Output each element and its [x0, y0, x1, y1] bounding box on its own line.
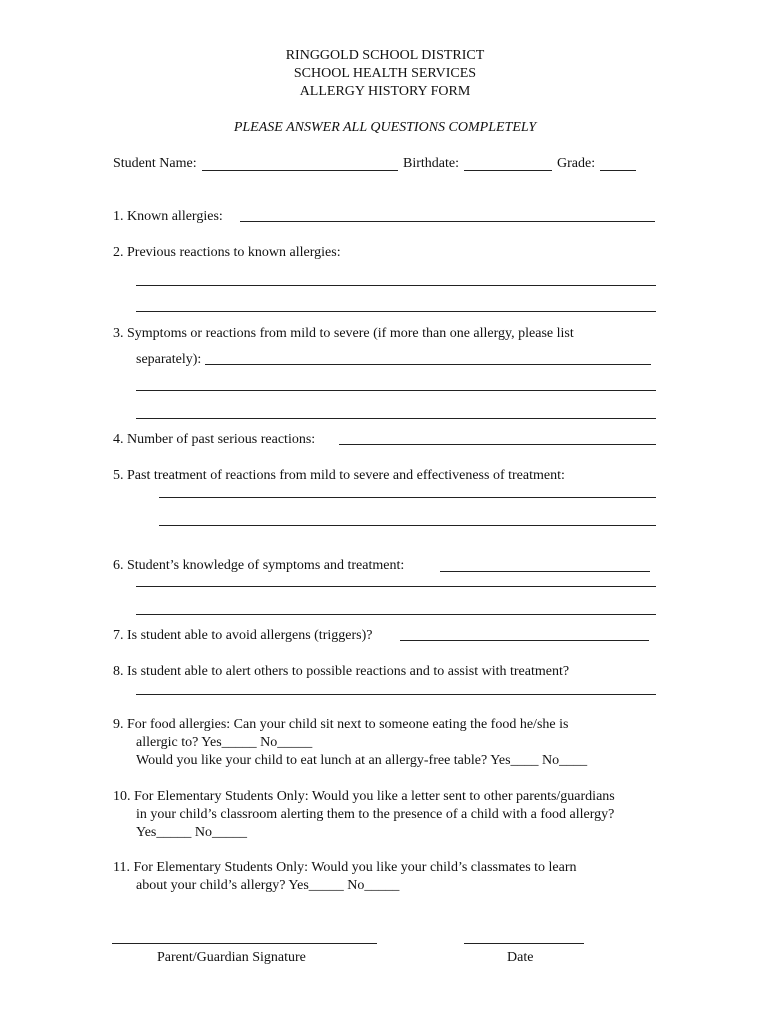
q6-answer-line-3[interactable] [136, 614, 656, 615]
q7-answer-line[interactable] [400, 640, 649, 641]
student-name-field[interactable] [202, 170, 398, 171]
department-name: SCHOOL HEALTH SERVICES [293, 66, 477, 81]
question-9-yes-no[interactable]: allergic to? Yes_____ No_____ [136, 735, 313, 750]
parent-signature-label: Parent/Guardian Signature [157, 950, 306, 965]
q1-answer-line[interactable] [240, 221, 655, 222]
question-9-lunch-table[interactable]: Would you like your child to eat lunch at an allergy-free table? Yes____ No____ [136, 753, 588, 768]
q6-answer-line-2[interactable] [136, 586, 656, 587]
q8-answer-line[interactable] [136, 694, 656, 695]
question-10-yes-no[interactable]: Yes_____ No_____ [136, 825, 247, 840]
question-10-cont: in your child’s classroom alerting them to the presence of a child with a food allergy? [136, 807, 615, 822]
question-8: 8. Is student able to alert others to possible reactions and to assist with treatment? [113, 664, 570, 679]
district-name: RINGGOLD SCHOOL DISTRICT [285, 48, 485, 63]
question-10: 10. For Elementary Students Only: Would you like a letter sent to other parents/guardians [113, 789, 615, 804]
form-instruction: PLEASE ANSWER ALL QUESTIONS COMPLETELY [233, 120, 537, 135]
question-1: 1. Known allergies: [113, 209, 223, 224]
form-title: ALLERGY HISTORY FORM [299, 84, 471, 99]
q4-answer-line[interactable] [339, 444, 656, 445]
q2-answer-line-1[interactable] [136, 285, 656, 286]
q2-answer-line-2[interactable] [136, 311, 656, 312]
q3-answer-line-3[interactable] [136, 418, 656, 419]
q6-answer-line-1[interactable] [440, 571, 650, 572]
question-9: 9. For food allergies: Can your child sit next to someone eating the food he/she is [113, 717, 569, 732]
question-11-yes-no[interactable]: about your child’s allergy? Yes_____ No_____ [136, 878, 400, 893]
student-name-label: Student Name: [113, 156, 197, 171]
question-6: 6. Student’s knowledge of symptoms and treatment: [113, 558, 405, 573]
q3-answer-line-2[interactable] [136, 390, 656, 391]
question-4: 4. Number of past serious reactions: [113, 432, 316, 447]
question-3: 3. Symptoms or reactions from mild to severe (if more than one allergy, please list [113, 326, 574, 341]
question-5: 5. Past treatment of reactions from mild to severe and effectiveness of treatment: [113, 468, 565, 483]
date-line[interactable] [464, 943, 584, 944]
question-11: 11. For Elementary Students Only: Would you like your child’s classmates to learn [113, 860, 577, 875]
birthdate-label: Birthdate: [403, 156, 459, 171]
q3-answer-line-1[interactable] [205, 364, 651, 365]
q5-answer-line-2[interactable] [159, 525, 656, 526]
question-3-cont: separately): [136, 352, 202, 367]
parent-signature-line[interactable] [112, 943, 377, 944]
question-7: 7. Is student able to avoid allergens (triggers)? [113, 628, 373, 643]
birthdate-field[interactable] [464, 170, 552, 171]
question-2: 2. Previous reactions to known allergies: [113, 245, 341, 260]
date-label: Date [507, 950, 534, 965]
grade-label: Grade: [557, 156, 596, 171]
grade-field[interactable] [600, 170, 636, 171]
q5-answer-line-1[interactable] [159, 497, 656, 498]
